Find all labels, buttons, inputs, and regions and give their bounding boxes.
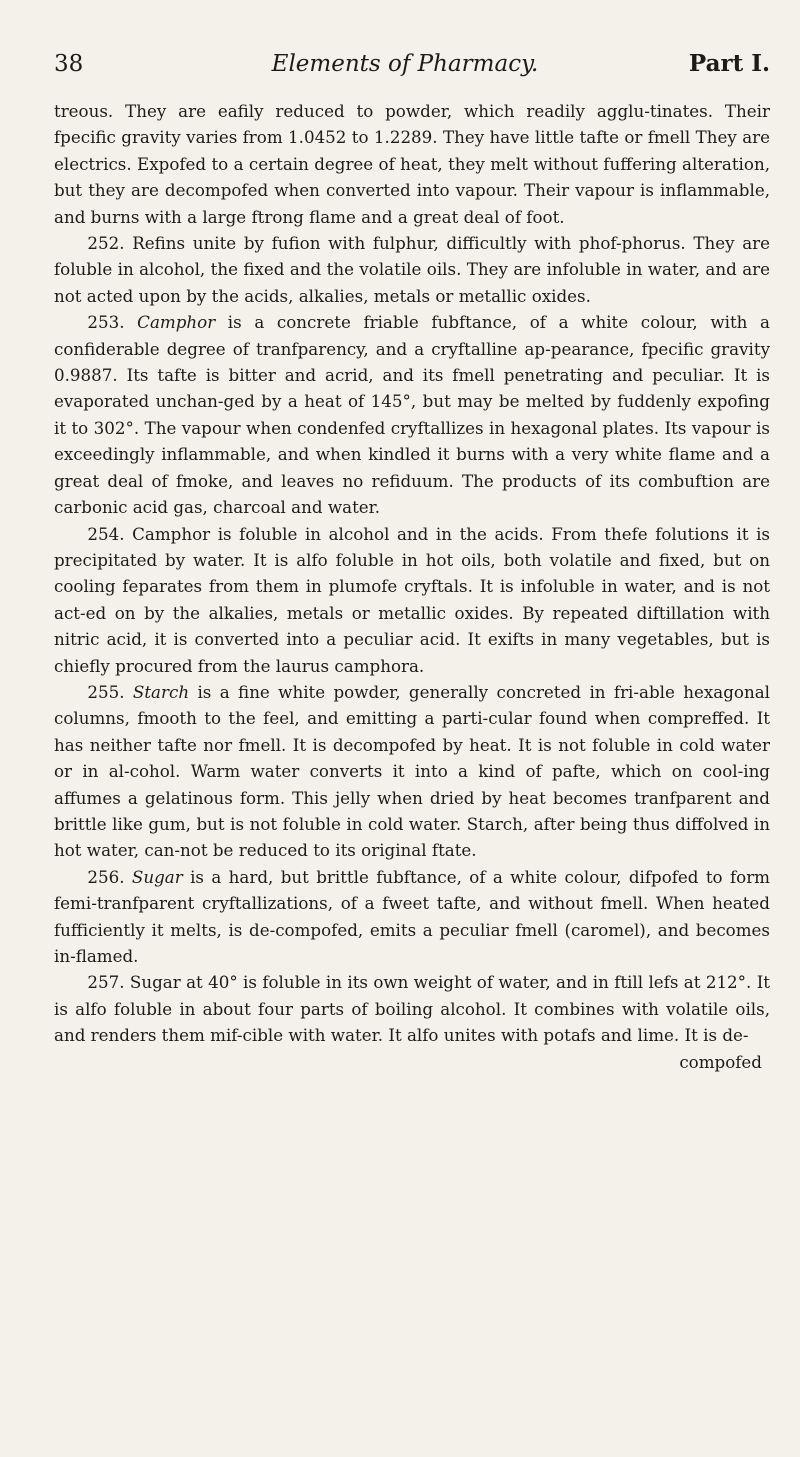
paragraph-number: 252. [87, 233, 125, 254]
paragraph-number: 256. [87, 866, 125, 887]
paragraph-term: Camphor [137, 312, 216, 333]
paragraph-number: 255. [87, 681, 125, 702]
paragraph-term: Starch [132, 681, 190, 702]
paragraph-number: 254. [87, 523, 125, 544]
paragraph-term: Sugar [131, 866, 183, 887]
paragraph-text: Refins unite by fufion with fulphur, difficultly with phof-phorus. They are foluble in alcohol, the fixed and the volatile oils. They are infoluble in water, and are not acted upon by the acids, alkalies, metals or metallic oxides. [54, 233, 770, 306]
catchword: compofed [679, 1051, 762, 1072]
paragraph-255 [54, 679, 770, 864]
paragraph-252 [54, 230, 770, 309]
paragraph-254 [54, 521, 770, 679]
paragraph-256 [54, 864, 770, 970]
paragraph-text: Sugar at 40° is foluble in its own weight of water, and in ftill lefs at 212°. It is alfo foluble in about four parts of boiling alcohol. It combines with volatile oils, and renders them mif-cible with water. It alfo unites with potafs and lime. It is de- [54, 972, 770, 1046]
page-body [54, 98, 770, 1049]
paragraph-257 [54, 969, 770, 1048]
page-number: 38 [54, 51, 84, 77]
paragraph-continued [54, 98, 770, 230]
paragraph-number: 253. [87, 312, 125, 333]
paragraph-text: treous. They are eafily reduced to powder, which readily agglu-tinates. Their fpecific gravity varies from 1.0452 to 1.2289. They have little tafte or fmell They are electrics. Expofed to a certain degree of heat, they melt without fuffering alteration, but they are decompofed when converted into vapour. Their vapour is inflammable, and burns with a large ftrong flame and a great deal of foot. [54, 101, 770, 227]
part-label: Part I. [688, 50, 770, 77]
paragraph-text: is a concrete friable fubftance, of a white colour, with a confiderable degree of tranfparency, and a cryftalline ap-pearance, fpecific gravity 0.9887. Its tafte is bitter and acrid, and its fmell penetrating and peculiar. It is evaporated unchan-ged by a heat of 145°, but may be melted by fuddenly expofing it to 302°. The vapour when condenfed cryftallizes in hexagonal plates. Its vapour is exceedingly inflammable, and when kindled it burns with a very white flame and a great deal of fmoke, and leaves no refiduum. The products of its combuftion are carbonic acid gas, charcoal and water. [54, 312, 770, 518]
running-header [54, 50, 770, 98]
running-title: Elements of Pharmacy. [271, 51, 539, 77]
paragraph-number: 257. [87, 972, 125, 993]
paragraph-text: Camphor is foluble in alcohol and in the acids. From thefe folutions it is precipitated by water. It is alfo foluble in hot oils, both volatile and fixed, but on cooling feparates from them in plumofe cryftals. It is infoluble in water, and is not act-ed on by the alkalies, metals or metallic oxides. By repeated diftillation with nitric acid, it is converted into a peculiar acid. It exifts in many vegetables, but is chiefly procured from the laurus camphora. [54, 523, 770, 676]
paragraph-text: is a fine white powder, generally concreted in fri-able hexagonal columns, fmooth to the feel, and emitting a parti-cular found when compreffed. It has neither tafte nor fmell. It is decompofed by heat. It is not foluble in cold water or in al-cohol. Warm water converts it into a kind of pafte, which on cool-ing affumes a gelatinous form. This jelly when dried by heat becomes tranfparent and brittle like gum, but is not foluble in cold water. Starch, after being thus diffolved in hot water, can-not be reduced to its original ftate. [54, 681, 770, 861]
paragraph-253 [54, 309, 770, 520]
paragraph-text: is a hard, but brittle fubftance, of a white colour, difpofed to form femi-tranfparent cryftallizations, of a fweet tafte, and without fmell. When heated fufficiently it melts, is de-compofed, emits a peculiar fmell (caromel), and becomes in-flamed. [54, 866, 770, 966]
